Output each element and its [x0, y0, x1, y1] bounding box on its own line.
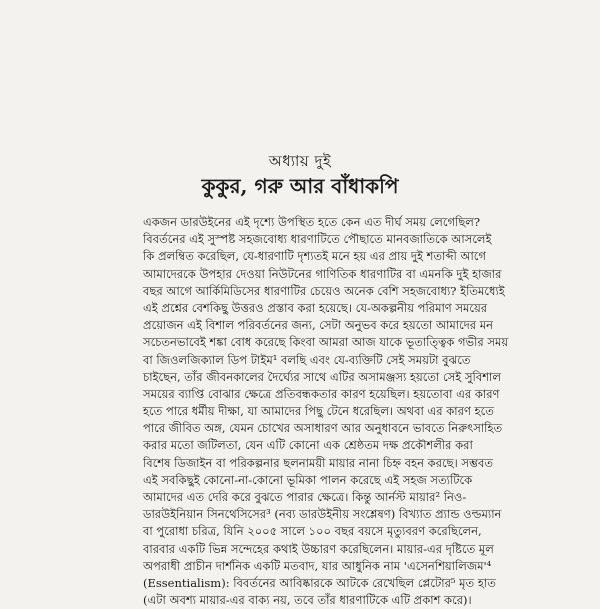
text-line: কি প্রলম্বিত করেছিল, যে-ধারণাটি দৃশ্যতই মনে হয় এর প্রায় দুই শতাব্দী আগে — [143, 249, 486, 264]
text-line: (এটা অবশ্য মায়ার-এর বাক্য নয়, তবে তাঁর ধারণাটিকে এটি প্রকাশ করে)। — [143, 593, 472, 608]
chapter-number: অধ্যায় দুই — [268, 152, 332, 170]
text-line: হতে পারে ধর্মীয় দীক্ষা, যা আমাদের পিছু টেনে ধরেছিল। অথবা এর কারণ হতে — [143, 404, 494, 419]
text-line: ডারউইনিয়ান সিনথেসিসের³ (নব্য ডারউইনীয় সংশ্লেষণ) বিখ্যাত প্র্যান্ড ওল্ডম্যান — [143, 507, 502, 522]
text-line: পারে জীবিত অঙ্গ, যেমন চোখের অসাধারণ আর অনুধাবনে ভাবতে নিরুৎসাহিত — [143, 421, 503, 436]
body-text — [143, 214, 509, 609]
text-line: এই সবকিছুই কোনো-না-কোনো ভূমিকা পালন করেছে এই সহজ সত্যটিকে — [143, 472, 473, 487]
text-line: সচেতনভাবেই শঙ্কা বোধ করেছে কিংবা আমরা আজ যাকে ভূতাত্ত্বিক গভীর সময় — [143, 335, 509, 350]
text-line: প্রয়োজন এই বিশাল পরিবর্তনের জন্য, সেটা অনুভব করে হয়তো আমাদের মন — [143, 318, 493, 333]
text-line: অপরাধী প্রাচীন দার্শনিক একটি মতবাদ, যার আধুনিক নাম 'এসেনশিয়ালিজম'⁴ — [143, 558, 492, 573]
text-line: বা জিওলজিক্যাল ডিপ টাইম¹ বলছি এবং যে-ব্যক্তিটি সেই সময়টা বুঝতে — [143, 352, 471, 367]
text-line: বারবার একটি ভিন্ন সন্দেহের কথাই উচ্চারণ করেছিলেন। মায়ার-এর দৃষ্টিতে মূল — [143, 541, 494, 556]
text-line: বছর আগে আর্কিমিডিসের ধারণাটির চেয়েও অনেক বেশি সহজবোধ্য? ইতিমধ্যেই — [143, 283, 505, 298]
text-line: করার মতো জটিলতা, যেন এটি কোনো এক শ্রেষ্ঠতম দক্ষ প্রকৌশলীর করা — [143, 438, 473, 453]
text-line: চাইছেন, তাঁর জীবনকালের দৈর্ঘ্যের সাথে এটির অসামঞ্জস্য হয়তো সেই সুবিশাল — [143, 369, 501, 384]
text-line: (Essentialism): বিবর্তনের আবিষ্কারকে আটকে রেখেছিল প্লেটোর⁵ মৃত হাত — [143, 575, 496, 590]
text-line: সময়ের ব্যাপ্তি বোঝার ক্ষেত্রে প্রতিবন্ধকতার কারণ হয়েছিল। হয়তোবা এর কারণ — [143, 386, 500, 401]
text-line: আমাদেরকে উপহার দেওয়া নিউটনের গাণিতিক ধারণাটির বা এমনকি দুই হাজার — [143, 266, 502, 281]
text-line: বিশেষ ডিজাইন বা পরিকল্পনার ছলনাময়ী মায়ার নানা চিহ্ন বহন করছে। সম্ভবত — [143, 455, 494, 470]
chapter-title: কুকুর, গরু আর বাঁধাকপি — [201, 174, 399, 198]
text-line: বা পুরোধা চরিত্র, যিনি ২০০৫ সালে ১০০ বছর বয়সে মৃত্যুবরণ করেছিলেন, — [143, 524, 482, 539]
text-line: এই প্রশ্নের বেশকিছু উত্তরও প্রস্তাব করা হয়েছে। যে-অকল্পনীয় পরিমাণ সময়ের — [143, 300, 488, 315]
text-line: একজন ডারউইনের এই দৃশ্যে উপস্থিত হতে কেন এত দীর্ঘ সময় লেগেছিল? — [143, 215, 481, 229]
text-line: আমাদের এত দেরি করে বুঝতে পারার ক্ষেত্রে। কিন্তু আর্নস্ট মায়ার² নিও- — [143, 490, 467, 504]
text-line: বিবর্তনের এই সুস্পষ্ট সহজবোধ্য ধারণাটিতে পৌছাতে মানবজাতিকে আসলেই — [143, 232, 492, 247]
